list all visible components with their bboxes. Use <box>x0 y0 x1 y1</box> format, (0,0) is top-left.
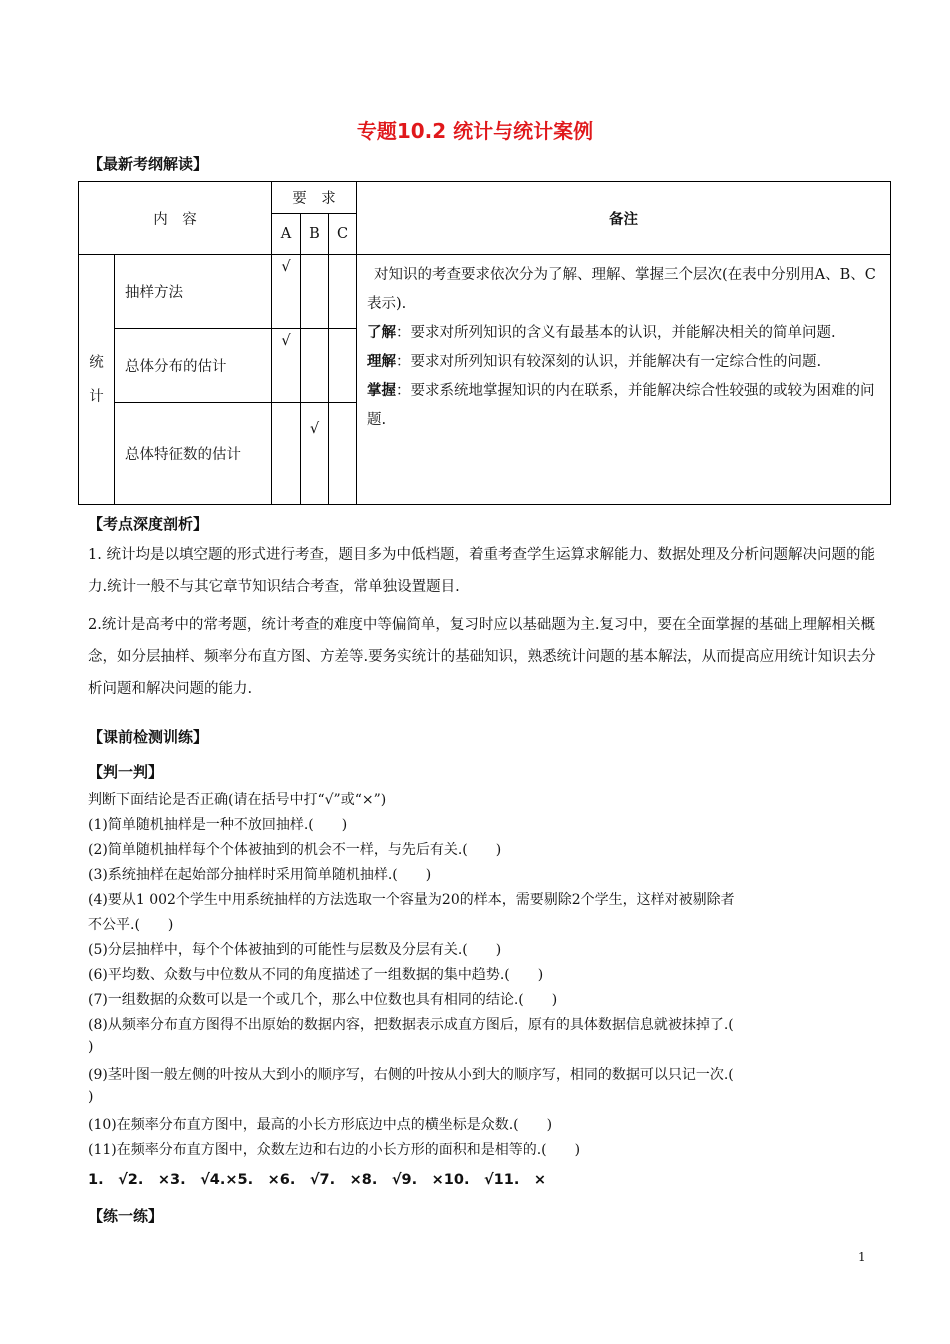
section-heading-syllabus: 【最新考纲解读】 <box>88 155 209 173</box>
level-a: A <box>272 214 301 255</box>
note-text: ：要求对所列知识有较深刻的认识，并能解决有一定综合性的问题. <box>396 354 822 370</box>
judge-item: (3)系统抽样在起始部分抽样时采用简单随机抽样.( ) <box>88 867 432 883</box>
header-content: 内 容 <box>79 182 272 255</box>
group-label <box>79 255 115 505</box>
judge-item: (4)要从1 002个学生中用系统抽样的方法选取一个容量为20的样本，需要剔除2个学生，这样对被剔除者 <box>88 892 735 908</box>
judge-item: 不公平.( ) <box>88 917 174 933</box>
note-understand-basic <box>367 319 882 348</box>
answer-key: 1. √2. ×3. √4.×5. ×6. √7. ×8. √9. ×10. √11. × <box>88 1172 547 1188</box>
judge-item: (5)分层抽样中，每个个体被抽到的可能性与层数及分层有关.( ) <box>88 942 502 958</box>
judge-item: (11)在频率分布直方图中，众数左边和右边的小长方形的面积和是相等的.( ) <box>88 1142 581 1158</box>
check-mark: √ <box>272 255 301 329</box>
judge-item: (1)简单随机抽样是一种不放回抽样.( ) <box>88 817 348 833</box>
note-term: 了解 <box>367 325 396 341</box>
notes-cell <box>357 255 891 505</box>
section-heading-pretest: 【课前检测训练】 <box>88 728 209 746</box>
note-term: 掌握 <box>367 383 396 399</box>
judge-item: (8)从频率分布直方图得不出原始的数据内容，把数据表示成直方图后，原有的具体数据信息就被抹掉了.( <box>88 1017 734 1033</box>
note-text: ：要求对所列知识的含义有最基本的认识，并能解决相关的简单问题. <box>396 325 836 341</box>
item-sampling: 抽样方法 <box>115 255 272 329</box>
judge-intro: 判断下面结论是否正确(请在括号中打“√”或“×”) <box>88 792 387 808</box>
judge-item: (2)简单随机抽样每个个体被抽到的机会不一样，与先后有关.( ) <box>88 842 502 858</box>
requirements-table <box>78 181 891 505</box>
header-requirements: 要 求 <box>272 182 357 214</box>
section-heading-analysis: 【考点深度剖析】 <box>88 515 209 533</box>
header-notes: 备注 <box>357 182 891 255</box>
check-cell <box>329 255 357 329</box>
note-comprehend <box>367 348 882 377</box>
check-mark: √ <box>272 329 301 403</box>
check-cell <box>272 403 301 505</box>
level-b: B <box>301 214 329 255</box>
item-distribution: 总体分布的估计 <box>115 329 272 403</box>
check-cell <box>301 255 329 329</box>
analysis-paragraph-1: 1. 统计均是以填空题的形式进行考查，题目多为中低档题，着重考查学生运算求解能力、数据处理及分析问题解决问题的能力.统计一般不与其它章节知识结合考查，常单独设置题目. <box>88 547 875 595</box>
judge-item: ) <box>88 1089 94 1105</box>
group-label-char: 统 <box>89 354 104 371</box>
item-characteristics: 总体特征数的估计 <box>115 403 272 505</box>
note-text: ：要求系统地掌握知识的内在联系，并能解决综合性较强的或较为困难的问题. <box>367 383 875 428</box>
judge-item: (10)在频率分布直方图中，最高的小长方形底边中点的横坐标是众数.( ) <box>88 1117 553 1133</box>
judge-item: (7)一组数据的众数可以是一个或几个，那么中位数也具有相同的结论.( ) <box>88 992 558 1008</box>
note-term: 理解 <box>367 354 396 370</box>
section-heading-practice: 【练一练】 <box>88 1207 164 1225</box>
notes-intro: 对知识的考查要求依次分为了解、理解、掌握三个层次(在表中分别用A、B、C表示). <box>367 267 876 312</box>
check-cell <box>329 329 357 403</box>
page-title: 专题10.2 统计与统计案例 <box>356 119 594 143</box>
judge-item: (6)平均数、众数与中位数从不同的角度描述了一组数据的集中趋势.( ) <box>88 967 544 983</box>
check-mark: √ <box>301 403 329 505</box>
section-heading-judge: 【判一判】 <box>88 763 164 781</box>
judge-item: (9)茎叶图一般左侧的叶按从大到小的顺序写，右侧的叶按从小到大的顺序写，相同的数据可以只记一次.( <box>88 1067 734 1083</box>
level-c: C <box>329 214 357 255</box>
note-master <box>367 377 882 435</box>
analysis-paragraph-2: 2.统计是高考中的常考题，统计考查的难度中等偏简单，复习时应以基础题为主.复习中，要在全面掌握的基础上理解相关概念，如分层抽样、频率分布直方图、方差等.要务实统计的基础知识，熟悉统计问题的基本解法，从而提高应用统计知识去分析问题和解决问题的能力. <box>88 617 876 697</box>
page-number: 1 <box>858 1250 866 1264</box>
group-label-char: 计 <box>89 388 104 405</box>
judge-item: ) <box>88 1039 94 1055</box>
check-cell <box>301 329 329 403</box>
check-cell <box>329 403 357 505</box>
